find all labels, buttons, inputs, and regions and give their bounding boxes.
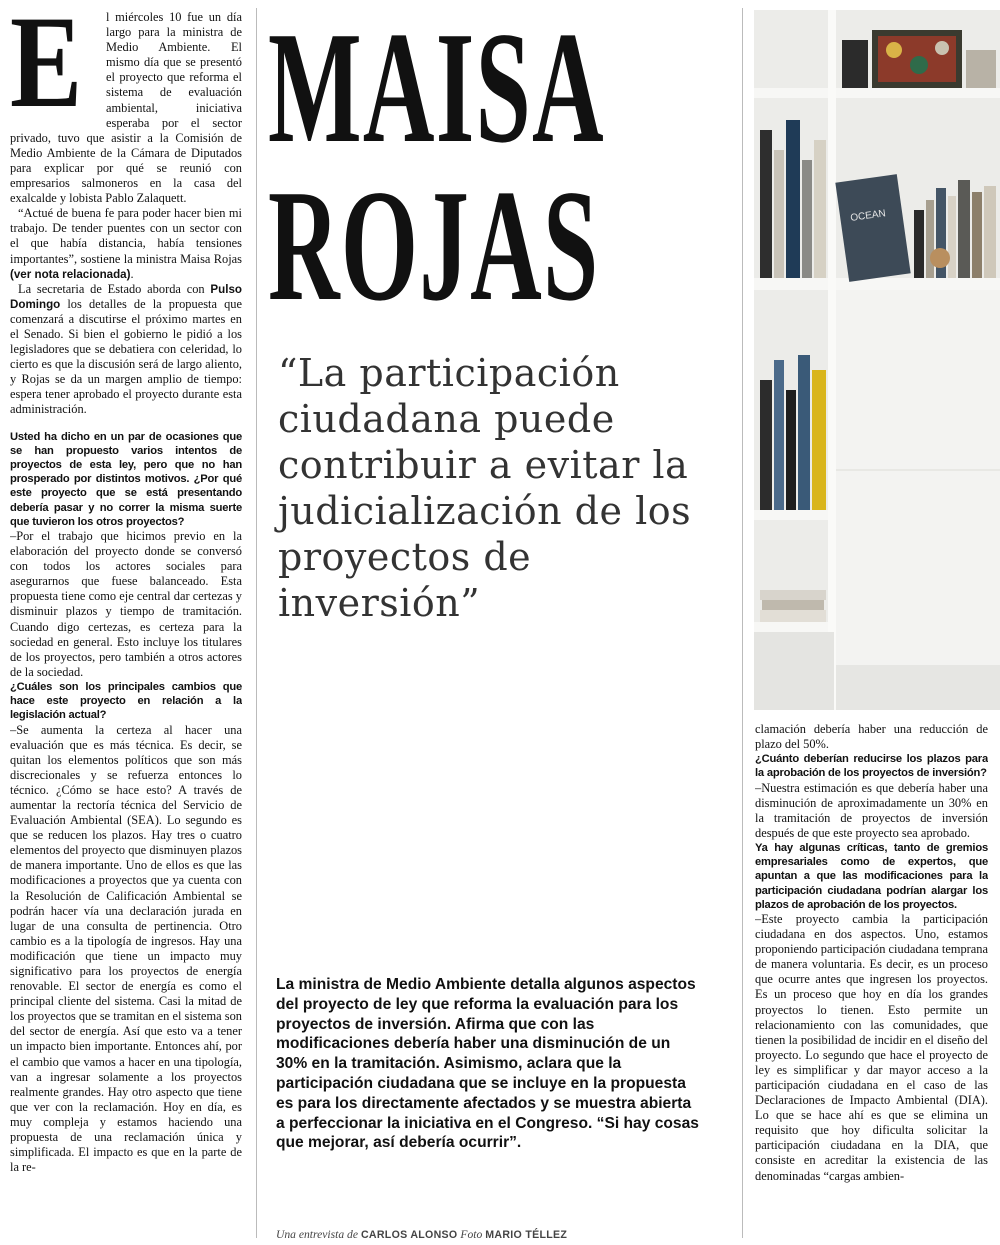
answer-2: –Se aumenta la certeza al hacer una evaluación que es más técnica. Es decir, se quitan los elementos políticos que son más discrecionales y se refuerza entonces lo técnico. ¿Cómo se hace esto? A través de aumentar la rectoría técnica del Servicio de Evaluación Ambiental (SEA). Lo segundo es que se reducen los plazos. Hay tres o cuatro elementos del proyecto que disminuyen plazos de manera importante. Uno de ellos es que las modificaciones a proyectos que ya cuenta con la Resolución de Calificación Ambiental se podrán hacer vía una declaración jurada en lugar de una consulta de pertinencia. Otro cambio es a la tipología de ingresos. Hay una modificación que tiene un impacto muy significativo para los proyectos de energía renovable. El sector de energía es como el principal cliente del sistema. Casi la mitad de los proyectos que se tramitan en el sistema son del sector de energía. Así que esto va a tener un impacto bien importante. Entonces ahí, por el cambio que vamos a hacer en una tipología, van a ingresar solamente a los proyectos realmente grandes. Hay otro aspecto que tiene que ver con la reclamación. Hoy en día, es muy compleja y estamos haciendo una propuesta de una reclamación única y simplificada. El impacto es que en la parte de la re- [10,722,242,1175]
continued-paragraph: clamación debería haber una reducción de plazo del 50%. [755,722,988,752]
headline-line-1: MAISA [268,0,605,176]
period: . [130,266,134,281]
byline-prefix: Una entrevista de [276,1228,358,1241]
right-column [755,722,988,1242]
quote-text: “Actué de buena fe para poder hacer bien mi trabajo. De tender puentes con un sector con el que había distancia, había tensiones importantes”, sostiene la ministra Maisa Rojas [10,206,242,266]
bookshelf-illustration [754,10,1000,710]
pull-quote: “La participación ciudadana puede contribuir a evitar la judicialización de los proyectos de inversión” [278,351,692,625]
headline [268,0,605,334]
body-paragraph-1: l miércoles 10 fue un día largo para la ministra de Medio Ambiente. El mismo día que se presentó el proyecto que reforma el sistema de evaluación ambiental, iniciativa esperaba por el sector privado, tuvo que asistir a la Comisión de Medio Ambiente de la Cámara de Diputados para explicar por qué se reunió con empresarios salmoneros en la casa del exalcalde y lobista Pablo Zalaquett. [10,10,242,206]
column-rule-right [742,8,743,1238]
question-3: ¿Cuánto deberían reducirse los plazos para la aprobación de los proyectos de inversión? [755,753,988,780]
portrait-photo [754,10,1000,710]
text-segment: los detalles de la propuesta que comenzará a discutirse el próximo martes en el Senado. Si bien el gobierno le pidió a los legisladores que se debatiera con celeridad, lo cierto es que la discusión será de largo aliento, y Rojas se da un margen amplio de tiempo: espera tener aprobado el proyecto durante esta administración. [10,296,242,417]
body-paragraph-3 [10,282,242,418]
question-2: ¿Cuáles son los principales cambios que hace este proyecto en relación a la legislación actual? [10,680,242,722]
left-column [10,10,242,1238]
photo-label: Foto [460,1228,483,1241]
answer-1: –Por el trabajo que hicimos previo en la elaboración del proyecto donde se conversó con todos los actores sociales para asegurarnos que fuese balanceado. Esta propuesta tiene como eje central dar certezas y disminuir plazos y tiempo de tramitación. Cuando digo certezas, es certeza para la sociedad en general. Esto incluye los titulares de los proyectos, pero también a otros actores de la sociedad. [10,528,242,679]
byline [276,1228,706,1241]
byline-author: CARLOS ALONSO [360,1229,458,1241]
body-paragraph-2 [10,206,242,281]
question-1: Usted ha dicho en un par de ocasiones que se han propuesto varios intentos de proyectos de esta ley, pero que no han prosperado por distintos motivos. ¿Por qué este proyecto que se está presentando debería pasar y no correr la misma suerte que tuvieron los otros proyectos? [10,430,242,528]
headline-line-2: ROJAS [268,156,600,334]
answer-3: –Nuestra estimación es que debería haber una disminución de aproximadamente un 30% en la tramitación de proyectos de inversión después de que este proyecto sea aprobado. [755,780,988,840]
drop-cap: E [10,10,83,135]
brand-name: Pulso Domingo [10,282,242,311]
answer-4: –Este proyecto cambia la participación ciudadana en dos aspectos. Uno, estamos proponiendo participación ciudadana temprana de manera voluntaria. Es decir, es un proceso que ocurre antes que ingresen los proyectos. Es un proceso que hoy en día los grandes proyectos lo tienen. Esto permite un relacionamiento con las comunidades, que tienen la posibilidad de incidir en el diseño del proyecto. Lo segundo que hace el proyecto de ley es simplificar y dar mayor acceso a la participación ciudadana en el caso de las Declaraciones de Impacto Ambiental (DIA). Lo que se hace ahí es que se elimina un requisito que hoy dificulta solicitar la participación ciudadana en la DIA, que consiste en acreditar la existencia de las denominadas “cargas ambien- [755,911,988,1183]
photographer: MARIO TÉLLEZ [485,1229,568,1241]
column-rule-left [256,8,257,1238]
related-note: (ver nota relacionada) [10,267,131,281]
book-spine-label: OCEAN [849,208,887,224]
question-4: Ya hay algunas críticas, tanto de gremios empresariales como de expertos, que apuntan a que las modificaciones para la participación ciudadana podrían alargar los plazos de aprobación de los proyectos. [755,841,988,911]
intro-lede: La ministra de Medio Ambiente detalla algunos aspectos del proyecto de ley que reforma la evaluación para los proyectos de inversión. Afirma que con las modificaciones debería haber una disminución de un 30% en la tramitación. Asimismo, aclara que la participación ciudadana que se incluye en la propuesta es para los directamente afectados y se muestra abierta a perfeccionar la iniciativa en el Congreso. “Si hay cosas que mejorar, así debería ocurrir”. [276,976,699,1152]
text-segment: La secretaria de Estado aborda con [18,281,205,296]
